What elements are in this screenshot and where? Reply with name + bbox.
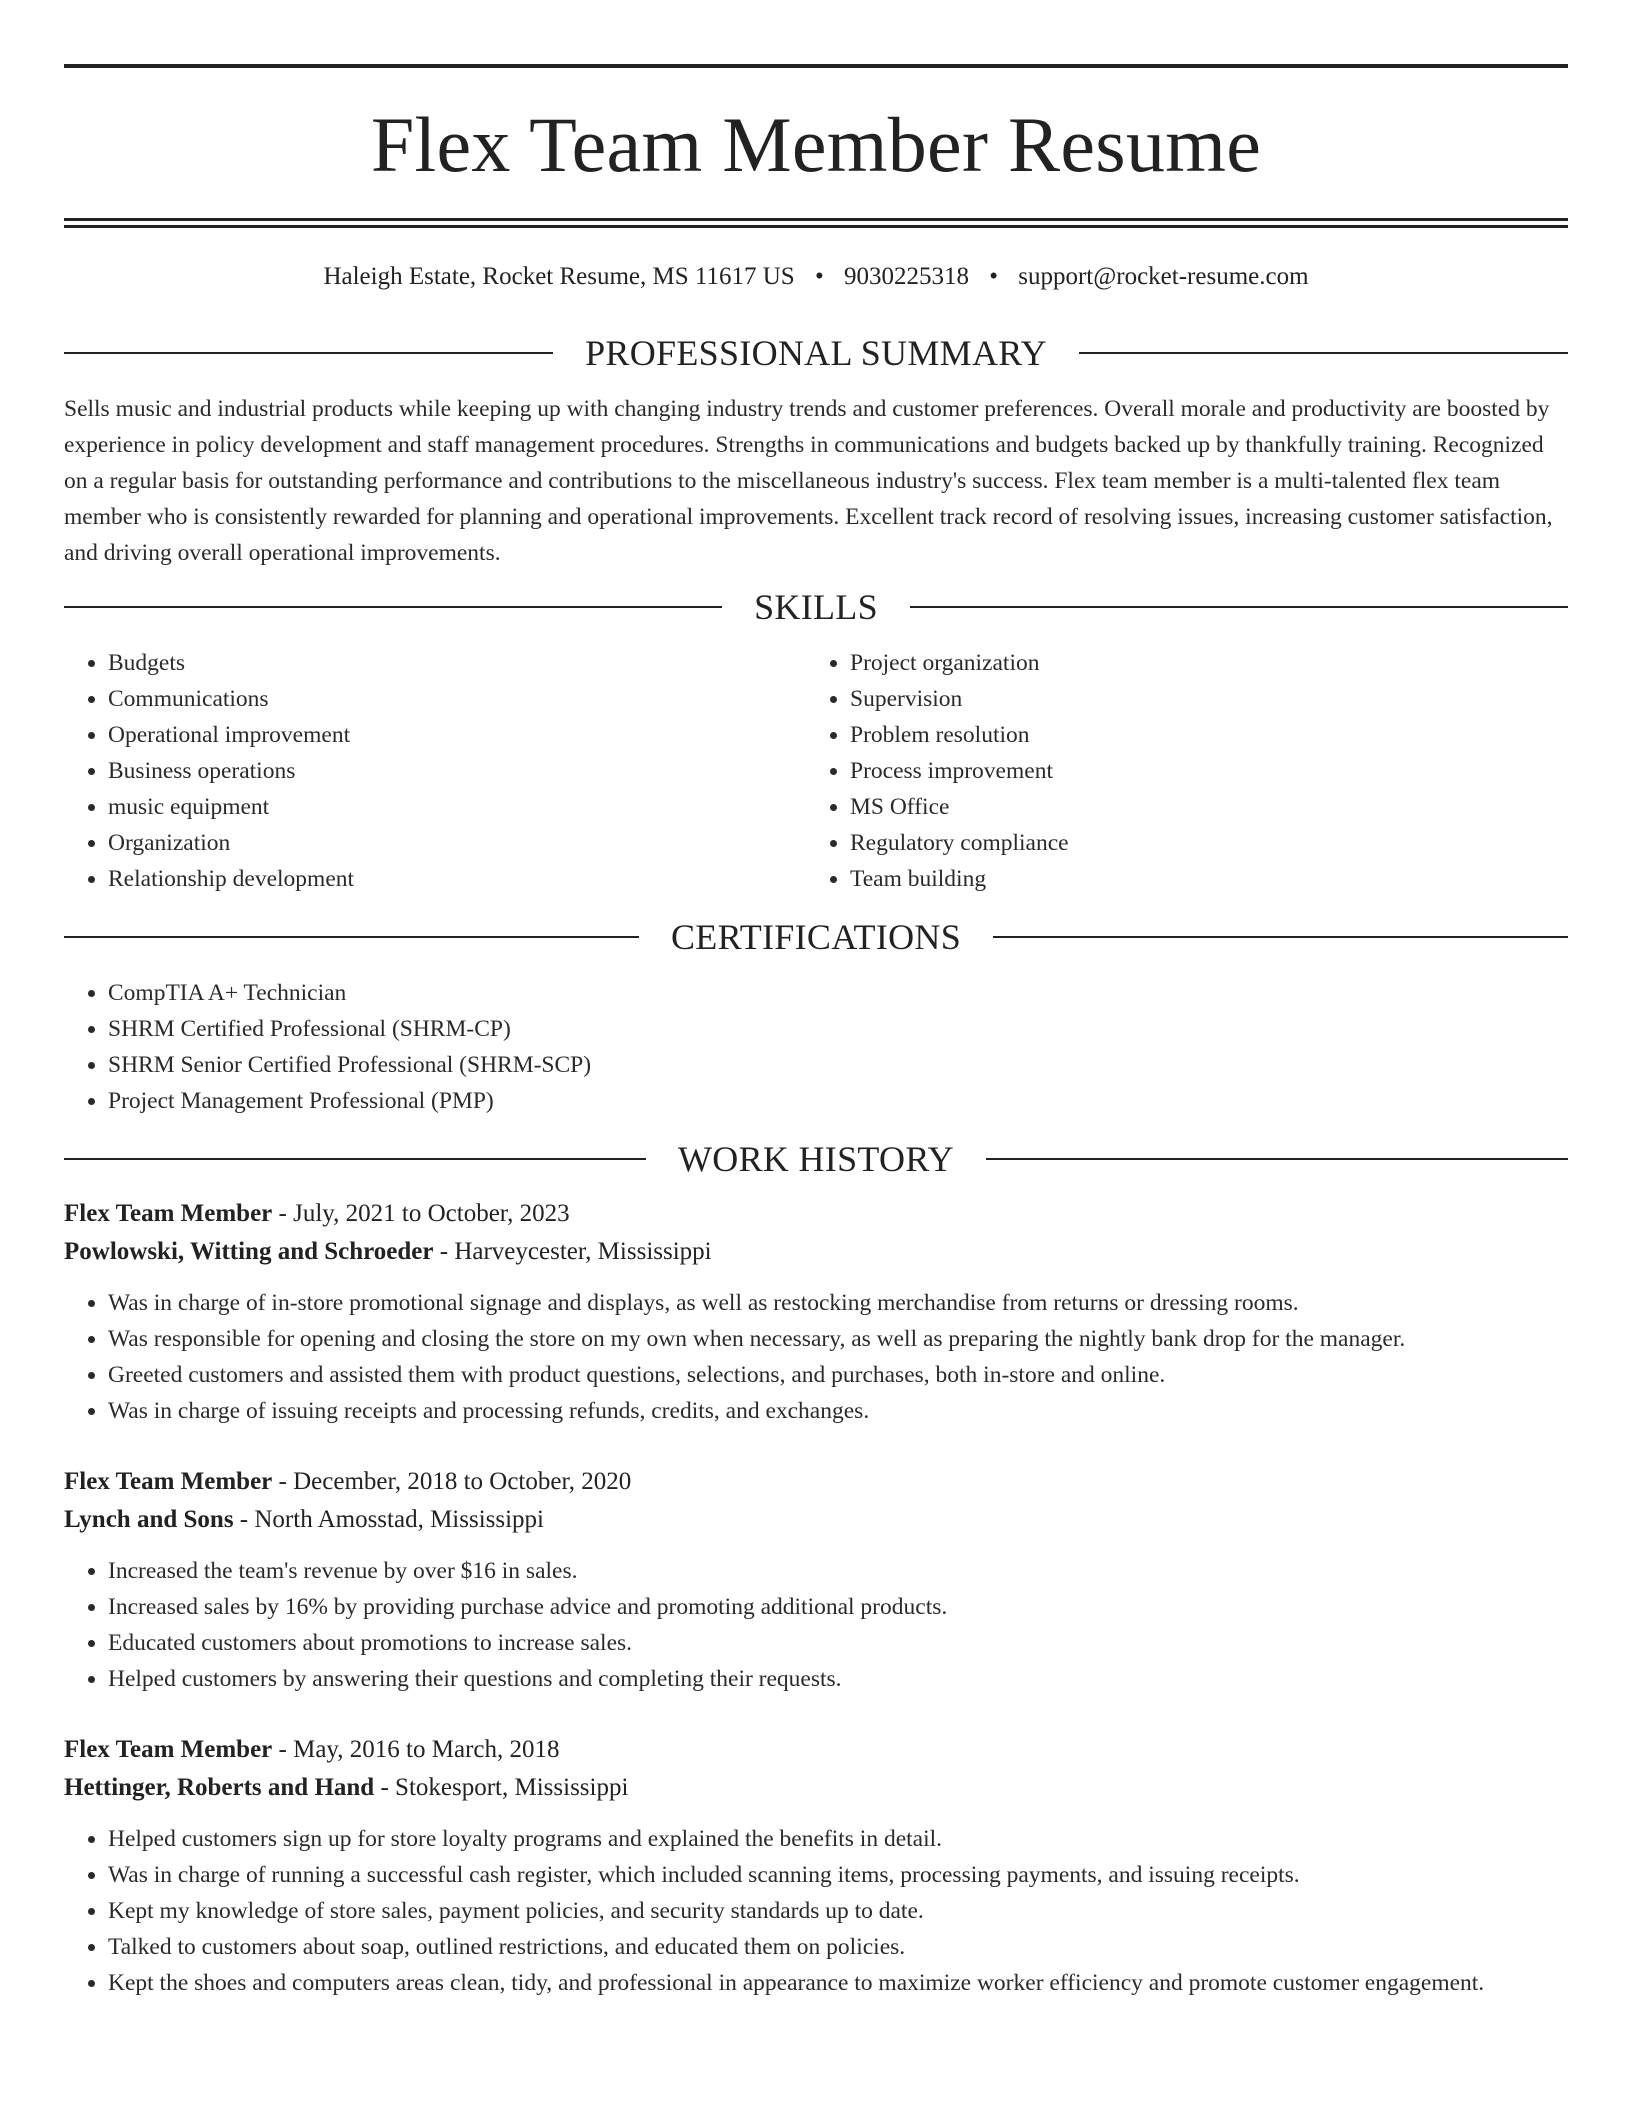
summary-section-heading bbox=[64, 335, 1568, 371]
job-bullets bbox=[64, 1821, 1568, 2001]
job-entry bbox=[64, 1195, 1568, 1429]
job-bullet: • Helped customers sign up for store loyalty programs and explained the benefits in detail. bbox=[108, 1821, 1568, 1857]
job-bullet: • Increased sales by 16% by providing purchase advice and promoting additional products. bbox=[108, 1589, 1568, 1625]
job-bullet: • Was in charge of running a successful cash register, which included scanning items, processing payments, and issuing receipts. bbox=[108, 1857, 1568, 1893]
job-bullet: • Increased the team's revenue by over $16 in sales. bbox=[108, 1553, 1568, 1589]
contact-separator: • bbox=[989, 263, 998, 290]
job-company-line bbox=[64, 1769, 1568, 1807]
job-company-line bbox=[64, 1233, 1568, 1271]
contact-separator: • bbox=[814, 263, 824, 290]
heading-rule bbox=[993, 936, 1568, 938]
skills-heading: SKILLS bbox=[754, 587, 878, 627]
skill-item: • Team building bbox=[850, 861, 1548, 897]
job-bullet: • Was responsible for opening and closing the store on my own when necessary, as well as preparing the nightly bank drop for the manager. bbox=[108, 1321, 1568, 1357]
heading-rule bbox=[64, 1158, 646, 1160]
job-bullet: • Helped customers by answering their questions and completing their requests. bbox=[108, 1661, 1568, 1697]
certifications-section-heading bbox=[64, 919, 1568, 955]
skill-item: • music equipment bbox=[108, 789, 806, 825]
certifications-list bbox=[64, 975, 1568, 1119]
resume-title: Flex Team Member Resume bbox=[370, 101, 1262, 188]
certification-item: • SHRM Senior Certified Professional (SHRM-SCP) bbox=[108, 1047, 1568, 1083]
job-bullets bbox=[64, 1285, 1568, 1429]
contact-address: Haleigh Estate, Rocket Resume, MS 11617 US bbox=[323, 263, 795, 290]
job-entry bbox=[64, 1731, 1568, 2001]
job-title: Flex Team Member bbox=[64, 1736, 273, 1763]
job-dates: - May, 2016 to March, 2018 bbox=[272, 1736, 560, 1763]
skills-column-left bbox=[64, 645, 806, 897]
work-section-heading bbox=[64, 1141, 1568, 1177]
summary-heading: PROFESSIONAL SUMMARY bbox=[585, 333, 1047, 373]
job-bullet: • Was in charge of in-store promotional signage and displays, as well as restocking merchandise from returns or dressing rooms. bbox=[108, 1285, 1568, 1321]
job-title: Flex Team Member bbox=[64, 1200, 273, 1227]
job-bullet: • Kept the shoes and computers areas clean, tidy, and professional in appearance to maximize worker efficiency and promote customer engagement. bbox=[108, 1965, 1568, 2001]
skills-column-right bbox=[806, 645, 1548, 897]
job-title-line bbox=[64, 1195, 1568, 1233]
heading-rule bbox=[64, 352, 553, 354]
job-location: - Harveycester, Mississippi bbox=[433, 1238, 712, 1265]
job-company: Lynch and Sons bbox=[64, 1506, 234, 1533]
job-bullet: • Greeted customers and assisted them with product questions, selections, and purchases, both in-store and online. bbox=[108, 1357, 1568, 1393]
certification-item: • CompTIA A+ Technician bbox=[108, 975, 1568, 1011]
contact-phone: 9030225318 bbox=[843, 263, 969, 290]
contact-line bbox=[64, 264, 1568, 289]
job-title-line bbox=[64, 1731, 1568, 1769]
skill-item: • MS Office bbox=[850, 789, 1548, 825]
job-bullet: • Educated customers about promotions to increase sales. bbox=[108, 1625, 1568, 1661]
skill-item: • Project organization bbox=[850, 645, 1548, 681]
job-location: - Stokesport, Mississippi bbox=[374, 1774, 629, 1801]
skill-item: • Process improvement bbox=[850, 753, 1548, 789]
job-bullet: • Talked to customers about soap, outlined restrictions, and educated them on policies. bbox=[108, 1929, 1568, 1965]
certification-item: • Project Management Professional (PMP) bbox=[108, 1083, 1568, 1119]
job-entry bbox=[64, 1463, 1568, 1697]
skill-item: • Regulatory compliance bbox=[850, 825, 1548, 861]
title-double-rule bbox=[64, 218, 1568, 228]
skill-item: • Relationship development bbox=[108, 861, 806, 897]
job-company: Powlowski, Witting and Schroeder bbox=[64, 1238, 434, 1265]
heading-rule bbox=[1079, 352, 1568, 354]
skill-item: • Supervision bbox=[850, 681, 1548, 717]
skill-item: • Organization bbox=[108, 825, 806, 861]
skill-item: • Communications bbox=[108, 681, 806, 717]
contact-email[interactable]: support@rocket-resume.com bbox=[1018, 263, 1309, 290]
work-history-list bbox=[64, 1195, 1568, 2001]
job-title: Flex Team Member bbox=[64, 1468, 273, 1495]
certifications-heading: CERTIFICATIONS bbox=[670, 917, 962, 957]
top-rule bbox=[64, 64, 1568, 68]
job-company: Hettinger, Roberts and Hand bbox=[64, 1774, 375, 1801]
resume-page bbox=[64, 64, 1568, 2001]
professional-summary: Sells music and industrial products while keeping up with changing industry trends and customer preferences. Overall morale and productivity are boosted by experience in policy development and staff management procedures. Strengths in communications and budgets backed up by thankfully training. Recognized on a regular basis for outstanding performance and contributions to the miscellaneous industry's success. Flex team member is a multi-talented flex team member who is consistently rewarded for planning and operational improvements. Excellent track record of resolving issues, increasing customer satisfaction, and driving overall operational improvements. bbox=[64, 396, 1553, 566]
job-title-line bbox=[64, 1463, 1568, 1501]
skills-list bbox=[64, 645, 1568, 897]
skill-item: • Budgets bbox=[108, 645, 806, 681]
job-bullet: • Kept my knowledge of store sales, payment policies, and security standards up to date. bbox=[108, 1893, 1568, 1929]
job-location: - North Amosstad, Mississippi bbox=[233, 1506, 544, 1533]
job-bullets bbox=[64, 1553, 1568, 1697]
skill-item: • Operational improvement bbox=[108, 717, 806, 753]
heading-rule bbox=[64, 606, 722, 608]
skill-item: • Business operations bbox=[108, 753, 806, 789]
job-bullet: • Was in charge of issuing receipts and processing refunds, credits, and exchanges. bbox=[108, 1393, 1568, 1429]
skills-section-heading bbox=[64, 589, 1568, 625]
job-dates: - December, 2018 to October, 2020 bbox=[272, 1468, 632, 1495]
heading-rule bbox=[986, 1158, 1568, 1160]
skill-item: • Problem resolution bbox=[850, 717, 1548, 753]
heading-rule bbox=[910, 606, 1568, 608]
heading-rule bbox=[64, 936, 639, 938]
work-heading: WORK HISTORY bbox=[678, 1139, 954, 1179]
job-dates: - July, 2021 to October, 2023 bbox=[272, 1200, 570, 1227]
certification-item: • SHRM Certified Professional (SHRM-CP) bbox=[108, 1011, 1568, 1047]
job-company-line bbox=[64, 1501, 1568, 1539]
